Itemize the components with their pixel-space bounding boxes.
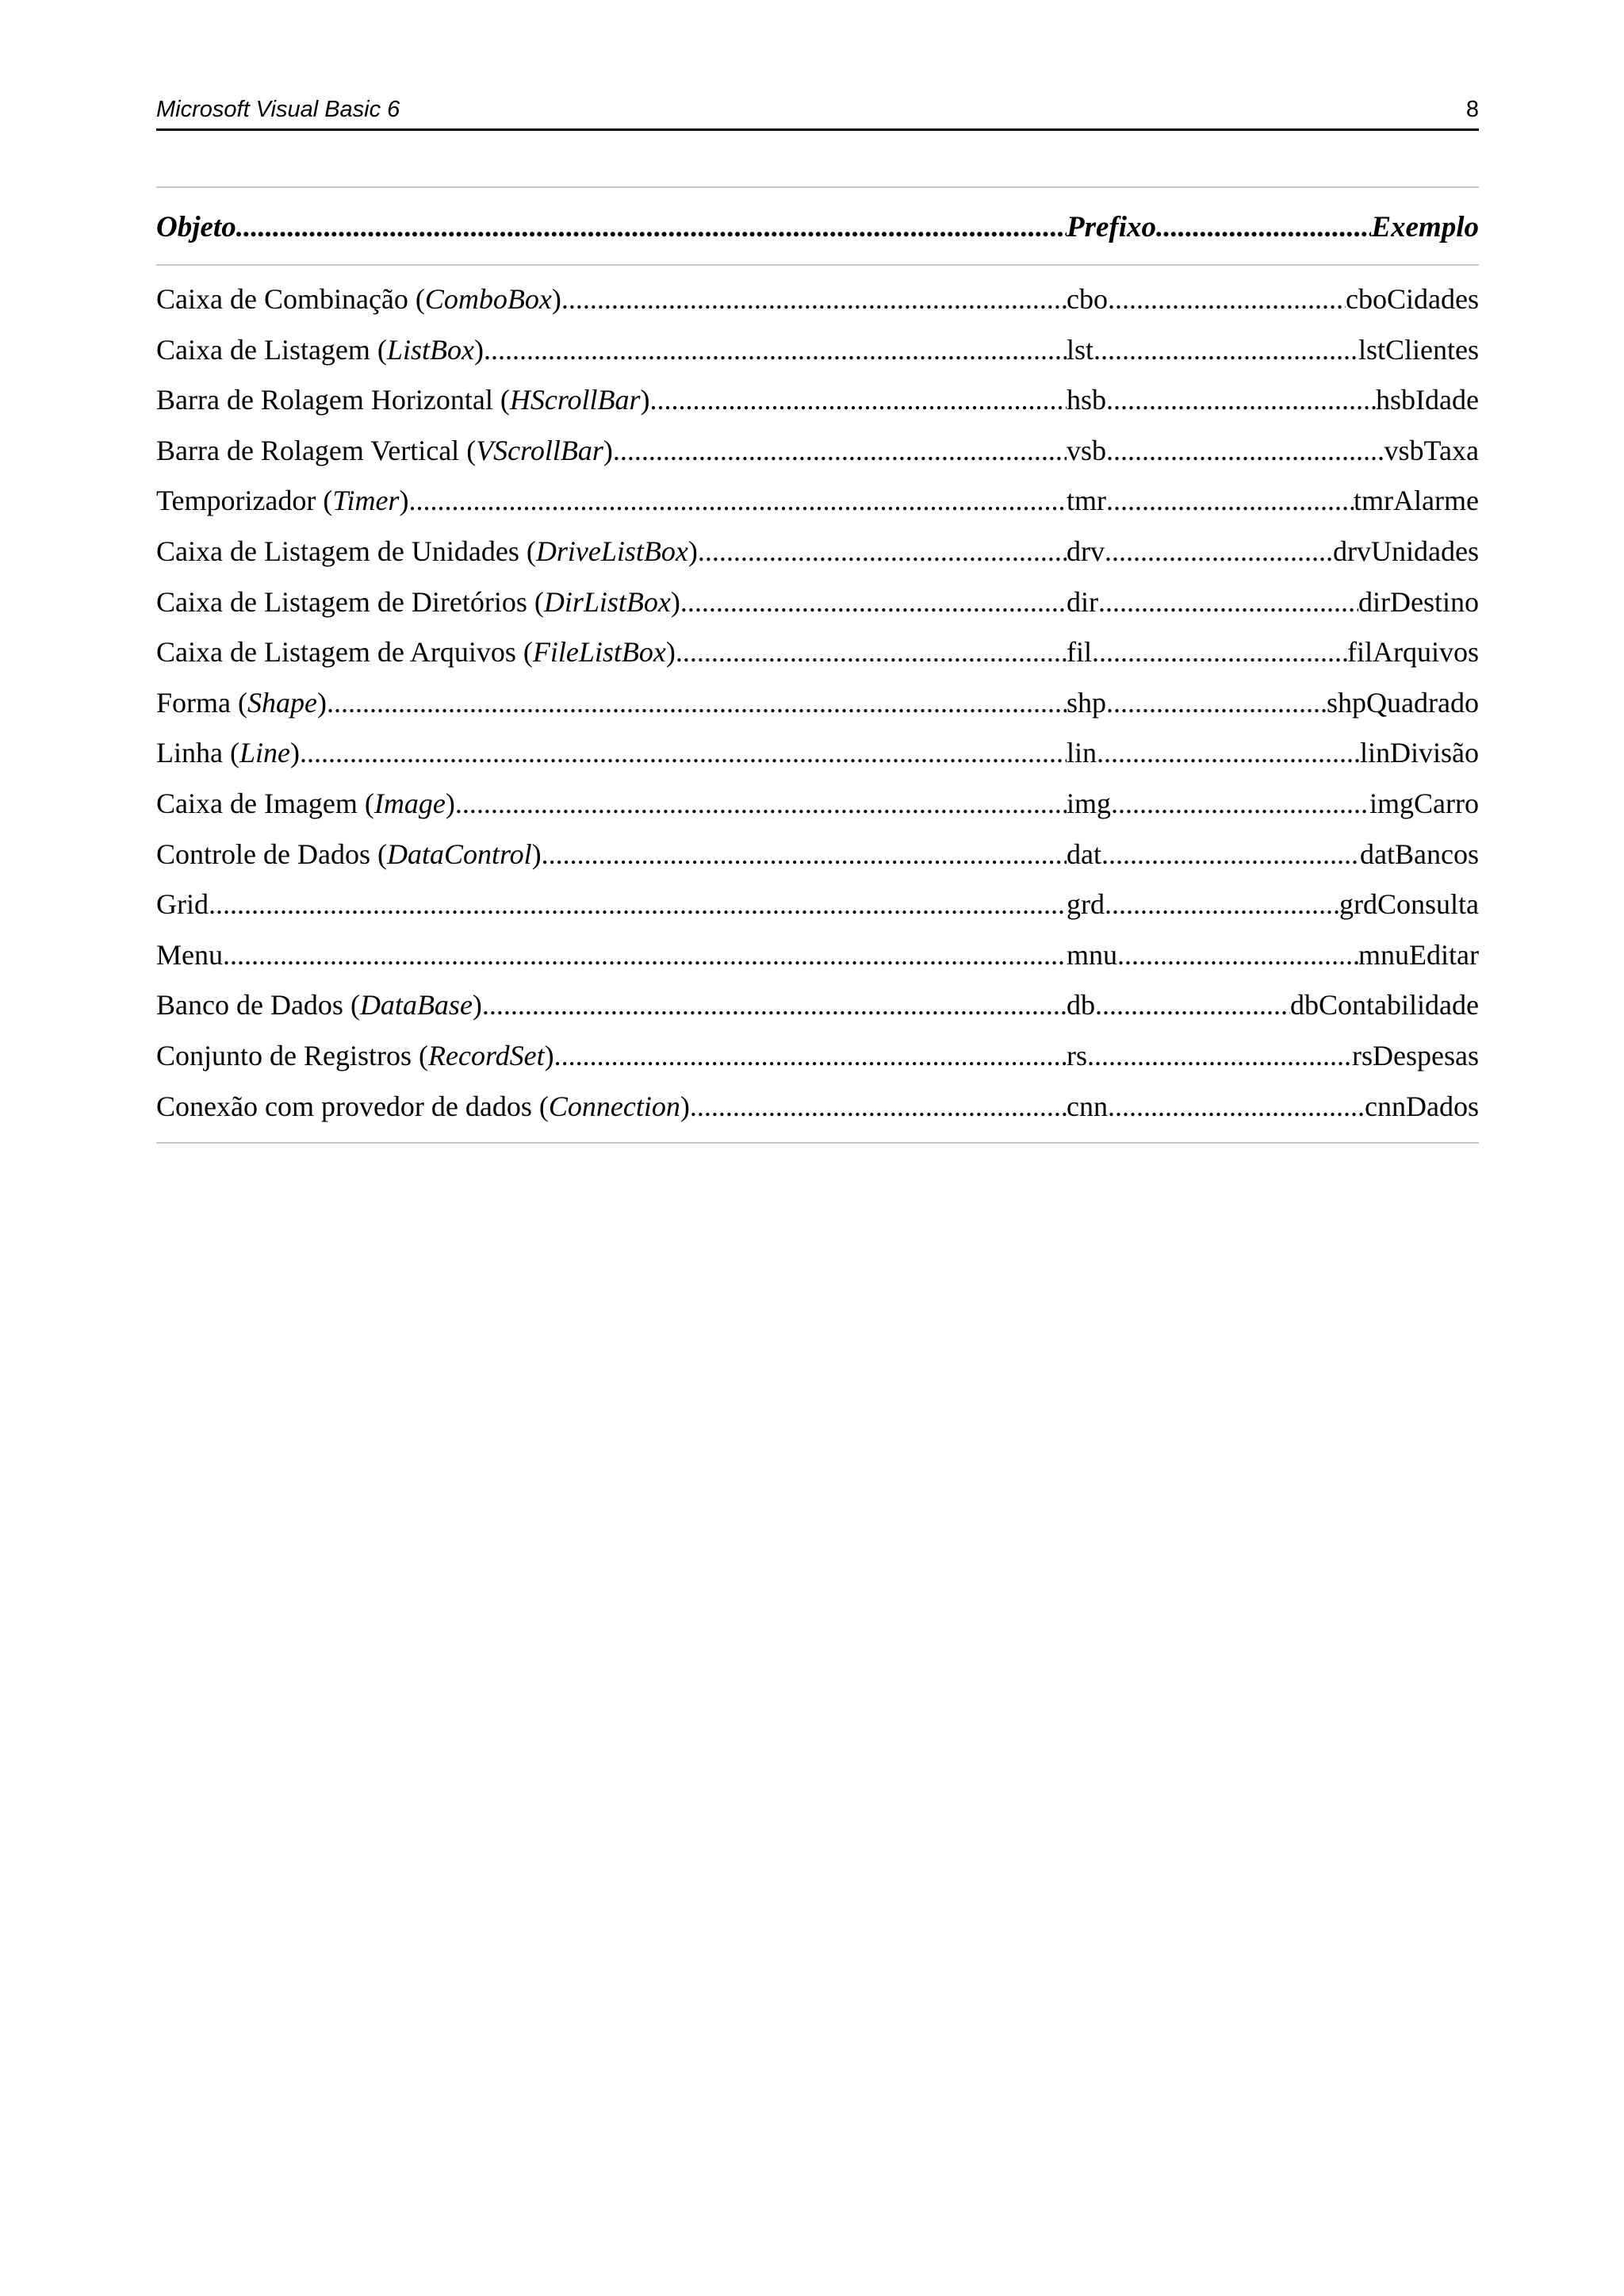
- paren-open: (: [370, 838, 387, 870]
- paren-close: ): [472, 989, 482, 1022]
- table-row: [156, 1085, 1479, 1136]
- dot-leader: [1108, 278, 1346, 320]
- dot-leader: [455, 782, 1067, 825]
- dot-leader: [698, 530, 1067, 573]
- object-name: Caixa de Combinação: [156, 283, 408, 315]
- object-cell: [156, 530, 1067, 573]
- control-class-name: Image: [373, 787, 446, 819]
- paren-close: ): [665, 636, 676, 669]
- prefix-cell: [1067, 731, 1479, 774]
- table-row: [156, 278, 1479, 328]
- table-row: [156, 731, 1479, 782]
- object-cell: [156, 631, 1067, 673]
- paren-open: (: [519, 535, 536, 567]
- table-row: [156, 681, 1479, 732]
- table-row: [156, 378, 1479, 429]
- dot-leader: [542, 833, 1067, 876]
- prefix-cell: [1067, 782, 1479, 825]
- prefix-cell: [1067, 530, 1479, 573]
- dot-leader: [690, 1085, 1067, 1128]
- dot-leader: [1095, 983, 1290, 1026]
- prefix-cell: [1067, 479, 1479, 522]
- prefix-cell: [1067, 833, 1479, 876]
- paren-close: ): [531, 838, 542, 870]
- dot-leader: [1094, 328, 1358, 371]
- dot-leader: [650, 378, 1067, 421]
- prefix-cell: [1067, 1034, 1479, 1077]
- table-row: [156, 1034, 1479, 1085]
- paren-open: (: [412, 1039, 428, 1071]
- object-cell: [156, 883, 1067, 926]
- example-value: cboCidades: [1346, 283, 1479, 315]
- control-class-name: Connection: [548, 1090, 680, 1122]
- prefix-value: lst: [1067, 333, 1094, 366]
- object-name: Conjunto de Registros: [156, 1039, 412, 1071]
- control-class-name: VScrollBar: [476, 434, 603, 466]
- prefix-value: hsb: [1067, 384, 1107, 416]
- dot-leader: [1108, 1085, 1365, 1128]
- prefix-value: dir: [1067, 585, 1098, 618]
- example-value: dirDestino: [1358, 585, 1479, 618]
- control-class-name: ListBox: [386, 333, 474, 366]
- document-title: Microsoft Visual Basic 6: [156, 97, 400, 122]
- prefix-cell: [1067, 378, 1479, 421]
- prefix-value: rs: [1067, 1039, 1087, 1071]
- dot-leader: [1105, 883, 1339, 926]
- prefix-column-header: Prefixo: [1067, 211, 1157, 243]
- paren-close: ): [290, 737, 300, 769]
- table-header: [156, 208, 1479, 247]
- dot-leader: [1092, 631, 1347, 673]
- prefix-value: cnn: [1067, 1090, 1108, 1122]
- table-bottom-rule: [156, 1142, 1479, 1144]
- object-cell: [156, 278, 1067, 320]
- table-row: [156, 833, 1479, 884]
- prefix-cell: [1067, 883, 1479, 926]
- paren-close: ): [445, 787, 455, 819]
- dot-leader: [1087, 1034, 1352, 1077]
- table-row: [156, 933, 1479, 984]
- dot-leader: [1098, 581, 1358, 623]
- paren-open: (: [531, 1090, 549, 1122]
- paren-open: (: [408, 283, 425, 315]
- table-row: [156, 782, 1479, 833]
- table-top-rule: [156, 186, 1479, 188]
- prefix-cell: [1067, 631, 1479, 673]
- object-name: Forma: [156, 686, 231, 719]
- dot-leader: [300, 731, 1067, 774]
- table-row: [156, 530, 1479, 581]
- dot-leader: [408, 479, 1067, 522]
- object-name: Conexão com provedor de dados: [156, 1090, 532, 1122]
- example-value: grdConsulta: [1339, 888, 1479, 921]
- example-value: tmrAlarme: [1354, 485, 1479, 517]
- paren-open: (: [515, 636, 533, 669]
- control-class-name: FileListBox: [532, 636, 666, 669]
- object-column-cell: [156, 208, 1067, 247]
- dot-leader: [613, 429, 1067, 472]
- running-header: [156, 97, 1479, 131]
- paren-open: (: [357, 787, 374, 819]
- paren-open: (: [316, 485, 333, 517]
- object-name: Caixa de Listagem de Arquivos: [156, 636, 516, 669]
- dot-leader: [236, 208, 1067, 247]
- prefix-cell: [1067, 1085, 1479, 1128]
- object-cell: [156, 479, 1067, 522]
- control-class-name: DirListBox: [543, 585, 671, 618]
- object-cell: [156, 933, 1067, 976]
- object-cell: [156, 581, 1067, 623]
- example-value: vsbTaxa: [1384, 434, 1479, 466]
- paren-close: ): [680, 1090, 690, 1122]
- object-cell: [156, 328, 1067, 371]
- dot-leader: [327, 681, 1067, 724]
- control-class-name: ComboBox: [424, 283, 552, 315]
- table-row: [156, 479, 1479, 530]
- object-cell: [156, 1085, 1067, 1128]
- object-name: Banco de Dados: [156, 989, 343, 1022]
- object-name: Barra de Rolagem Horizontal: [156, 384, 493, 416]
- example-value: drvUnidades: [1333, 535, 1479, 567]
- control-class-name: DriveListBox: [535, 535, 688, 567]
- dot-leader: [209, 883, 1067, 926]
- table-row: [156, 581, 1479, 631]
- paren-close: ): [316, 686, 327, 719]
- dot-leader: [554, 1034, 1067, 1077]
- prefix-column-cell: [1067, 208, 1479, 247]
- paren-open: (: [527, 585, 544, 618]
- prefix-value: lin: [1067, 737, 1097, 769]
- prefix-value: grd: [1067, 888, 1105, 921]
- paren-close: ): [688, 535, 698, 567]
- object-name: Caixa de Imagem: [156, 787, 358, 819]
- paren-open: (: [370, 333, 387, 366]
- dot-leader: [1117, 933, 1358, 976]
- dot-leader: [1105, 530, 1333, 573]
- control-class-name: Shape: [247, 686, 317, 719]
- control-class-name: Timer: [332, 485, 400, 517]
- paren-open: (: [459, 434, 477, 466]
- table-header-row: [156, 208, 1479, 247]
- control-class-name: HScrollBar: [509, 384, 641, 416]
- prefix-cell: [1067, 328, 1479, 371]
- control-class-name: DataControl: [386, 838, 532, 870]
- object-cell: [156, 983, 1067, 1026]
- dot-leader: [680, 581, 1067, 623]
- prefix-value: mnu: [1067, 938, 1118, 971]
- dot-leader: [482, 983, 1067, 1026]
- dot-leader: [676, 631, 1067, 673]
- dot-leader: [1097, 731, 1360, 774]
- dot-leader: [1106, 681, 1327, 724]
- dot-leader: [1106, 479, 1354, 522]
- paren-close: ): [544, 1039, 554, 1071]
- dot-leader: [1101, 833, 1360, 876]
- prefix-cell: [1067, 983, 1479, 1026]
- dot-leader: [223, 933, 1067, 976]
- table-row: [156, 983, 1479, 1034]
- object-name: Caixa de Listagem: [156, 333, 370, 366]
- dot-leader: [484, 328, 1067, 371]
- prefix-value: cbo: [1067, 283, 1108, 315]
- table-row: [156, 429, 1479, 480]
- prefix-value: tmr: [1067, 485, 1106, 517]
- object-name: Grid: [156, 888, 209, 921]
- object-name: Controle de Dados: [156, 838, 370, 870]
- control-class-name: RecordSet: [428, 1039, 545, 1071]
- table-header-rule: [156, 264, 1479, 266]
- dot-leader: [1106, 378, 1376, 421]
- prefix-value: drv: [1067, 535, 1105, 567]
- table-row: [156, 883, 1479, 933]
- object-cell: [156, 681, 1067, 724]
- prefix-value: db: [1067, 989, 1095, 1022]
- object-cell: [156, 731, 1067, 774]
- paren-close: ): [640, 384, 650, 416]
- prefix-value: img: [1067, 787, 1112, 819]
- prefix-cell: [1067, 429, 1479, 472]
- prefix-value: dat: [1067, 838, 1101, 870]
- object-cell: [156, 378, 1067, 421]
- object-name: Temporizador: [156, 485, 316, 517]
- paren-open: (: [222, 737, 239, 769]
- example-value: datBancos: [1360, 838, 1479, 870]
- example-column-header: Exemplo: [1371, 211, 1479, 243]
- example-value: shpQuadrado: [1327, 686, 1479, 719]
- paren-close: ): [603, 434, 613, 466]
- example-value: linDivisão: [1360, 737, 1479, 769]
- paren-open: (: [231, 686, 247, 719]
- paren-close: ): [399, 485, 409, 517]
- object-name: Caixa de Listagem de Unidades: [156, 535, 519, 567]
- example-value: lstClientes: [1358, 333, 1479, 366]
- table-row: [156, 631, 1479, 681]
- paren-open: (: [492, 384, 510, 416]
- object-cell: [156, 833, 1067, 876]
- control-class-name: DataBase: [359, 989, 473, 1022]
- example-value: imgCarro: [1369, 787, 1479, 819]
- table-row: [156, 328, 1479, 379]
- prefix-cell: [1067, 278, 1479, 320]
- prefix-value: fil: [1067, 636, 1092, 669]
- control-class-name: Line: [239, 737, 290, 769]
- paren-close: ): [473, 333, 484, 366]
- table-body: [156, 278, 1479, 1135]
- prefix-value: vsb: [1067, 434, 1107, 466]
- paren-close: ): [670, 585, 680, 618]
- object-cell: [156, 1034, 1067, 1077]
- dot-leader: [1156, 208, 1371, 247]
- example-value: cnnDados: [1365, 1090, 1479, 1122]
- example-value: rsDespesas: [1352, 1039, 1479, 1071]
- object-name: Linha: [156, 737, 223, 769]
- prefix-cell: [1067, 581, 1479, 623]
- paren-open: (: [343, 989, 360, 1022]
- example-value: dbContabilidade: [1290, 989, 1479, 1022]
- prefix-cell: [1067, 681, 1479, 724]
- object-name: Barra de Rolagem Vertical: [156, 434, 460, 466]
- object-column-header: Objeto: [156, 211, 236, 243]
- paren-close: ): [551, 283, 561, 315]
- object-cell: [156, 782, 1067, 825]
- prefix-cell: [1067, 933, 1479, 976]
- prefix-value: shp: [1067, 686, 1107, 719]
- example-value: hsbIdade: [1376, 384, 1479, 416]
- object-name: Menu: [156, 938, 223, 971]
- example-value: filArquivos: [1347, 636, 1479, 669]
- object-cell: [156, 429, 1067, 472]
- page-number: 8: [1465, 97, 1479, 122]
- dot-leader: [1111, 782, 1369, 825]
- dot-leader: [561, 278, 1067, 320]
- dot-leader: [1106, 429, 1385, 472]
- object-name: Caixa de Listagem de Diretórios: [156, 585, 527, 618]
- example-value: mnuEditar: [1358, 938, 1479, 971]
